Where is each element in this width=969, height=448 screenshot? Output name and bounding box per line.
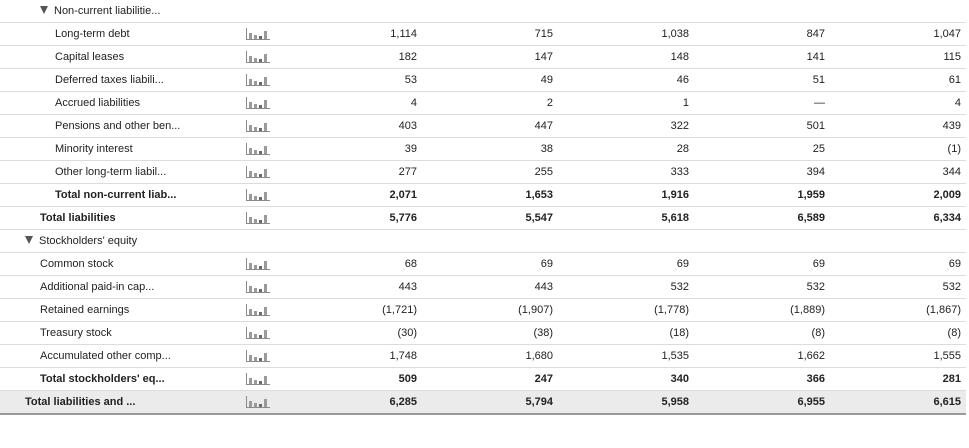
row-label: Total liabilities [40, 212, 116, 224]
mini-bar-chart-icon[interactable] [246, 143, 270, 155]
value-cell: 394 [806, 166, 825, 178]
value-cell: 182 [398, 51, 417, 63]
value-cell: (1,889) [790, 304, 825, 316]
value-cell: 61 [948, 74, 961, 86]
row-label: Accrued liabilities [55, 97, 140, 109]
value-cell: 68 [404, 258, 417, 270]
mini-bar-chart-icon[interactable] [246, 281, 270, 293]
value-cell: 247 [534, 373, 553, 385]
value-cell: (1,778) [654, 304, 689, 316]
mini-bar-chart-icon[interactable] [246, 327, 270, 339]
value-cell: (18) [669, 327, 689, 339]
value-cell: 25 [812, 143, 825, 155]
table-row [0, 115, 966, 138]
value-cell: 69 [540, 258, 553, 270]
value-cell: 5,547 [525, 212, 553, 224]
table-row [0, 23, 966, 46]
mini-bar-chart-icon[interactable] [246, 166, 270, 178]
value-cell: 141 [806, 51, 825, 63]
value-cell: 340 [670, 373, 689, 385]
value-cell: 2 [546, 97, 553, 109]
row-label: Total liabilities and ... [25, 396, 136, 408]
value-cell: 1,653 [525, 189, 553, 201]
value-cell: 49 [540, 74, 553, 86]
value-cell: 344 [942, 166, 961, 178]
value-cell: 28 [676, 143, 689, 155]
mini-bar-chart-icon[interactable] [246, 350, 270, 362]
table-row-total [0, 368, 966, 391]
value-cell: 1 [682, 97, 689, 109]
value-cell: 1,555 [933, 350, 961, 362]
value-cell: 6,285 [389, 396, 417, 408]
row-label: Additional paid-in cap... [40, 281, 155, 293]
mini-bar-chart-icon[interactable] [246, 258, 270, 270]
triangle-down-icon[interactable] [40, 6, 48, 14]
value-cell: 1,114 [390, 28, 417, 40]
value-cell: 255 [534, 166, 553, 178]
table-row [0, 138, 966, 161]
mini-bar-chart-icon[interactable] [246, 74, 270, 86]
value-cell: 281 [942, 373, 961, 385]
row-label: Treasury stock [40, 327, 112, 339]
value-cell: 46 [676, 74, 689, 86]
value-cell: 1,047 [933, 28, 961, 40]
value-cell: 6,955 [797, 396, 825, 408]
value-cell: 403 [398, 120, 417, 132]
row-label: Deferred taxes liabili... [55, 74, 164, 86]
section-header-non-current-liabilities[interactable] [0, 0, 966, 23]
value-cell: 439 [942, 120, 961, 132]
value-cell: 1,748 [389, 350, 417, 362]
value-cell: 38 [540, 143, 553, 155]
mini-bar-chart-icon[interactable] [246, 304, 270, 316]
value-cell: 2,009 [933, 189, 961, 201]
row-label: Pensions and other ben... [55, 120, 181, 132]
value-cell: 69 [812, 258, 825, 270]
value-cell: 1,038 [661, 28, 689, 40]
table-row [0, 69, 966, 92]
value-cell: 4 [954, 97, 961, 109]
value-cell: 333 [670, 166, 689, 178]
row-label: Other long-term liabil... [55, 166, 167, 178]
value-cell: (38) [533, 327, 553, 339]
value-cell: 6,589 [797, 212, 825, 224]
value-cell: 39 [404, 143, 417, 155]
value-cell: 501 [806, 120, 825, 132]
mini-bar-chart-icon[interactable] [246, 212, 270, 224]
triangle-down-icon[interactable] [25, 236, 33, 244]
value-cell: 509 [398, 373, 417, 385]
value-cell: 148 [670, 51, 689, 63]
row-label: Common stock [40, 258, 114, 270]
row-label: Total stockholders' eq... [40, 373, 165, 385]
value-cell: 5,794 [525, 396, 553, 408]
row-label: Capital leases [55, 51, 125, 63]
value-cell: 5,618 [661, 212, 689, 224]
value-cell: 366 [806, 373, 825, 385]
table-row [0, 161, 966, 184]
value-cell: 443 [534, 281, 553, 293]
value-cell: 715 [534, 28, 553, 40]
value-cell: 443 [398, 281, 417, 293]
mini-bar-chart-icon[interactable] [246, 97, 270, 109]
value-cell: 51 [812, 74, 825, 86]
section-header-stockholders-equity[interactable] [0, 230, 966, 253]
table-row [0, 46, 966, 69]
value-cell: 53 [404, 74, 417, 86]
table-row-total [0, 184, 966, 207]
value-cell: (30) [397, 327, 417, 339]
value-cell: (8) [947, 327, 961, 339]
value-cell: 69 [948, 258, 961, 270]
value-cell: — [814, 97, 825, 109]
value-cell: 1,959 [797, 189, 825, 201]
row-label: Long-term debt [55, 28, 130, 40]
value-cell: 1,662 [797, 350, 825, 362]
mini-bar-chart-icon[interactable] [246, 51, 270, 63]
row-label: Minority interest [55, 143, 133, 155]
value-cell: 115 [943, 51, 961, 63]
value-cell: 532 [806, 281, 825, 293]
value-cell: (1) [947, 143, 961, 155]
table-row [0, 276, 966, 299]
value-cell: 6,615 [933, 396, 961, 408]
table-row [0, 92, 966, 115]
table-row [0, 299, 966, 322]
table-row [0, 253, 966, 276]
section-label: Stockholders' equity [39, 235, 138, 247]
mini-bar-chart-icon[interactable] [246, 189, 270, 201]
value-cell: 532 [670, 281, 689, 293]
value-cell: 322 [670, 120, 689, 132]
value-cell: (8) [811, 327, 825, 339]
section-label: Non-current liabilitie... [54, 5, 161, 17]
value-cell: 447 [534, 120, 553, 132]
value-cell: 4 [410, 97, 417, 109]
row-label: Accumulated other comp... [40, 350, 171, 362]
value-cell: (1,867) [926, 304, 961, 316]
value-cell: 147 [534, 51, 553, 63]
value-cell: 1,680 [525, 350, 553, 362]
value-cell: 532 [942, 281, 961, 293]
row-label: Total non-current liab... [55, 189, 177, 201]
table-row-grand-total [0, 391, 966, 415]
value-cell: 6,334 [933, 212, 961, 224]
mini-bar-chart-icon[interactable] [246, 396, 270, 408]
value-cell: 1,916 [661, 189, 689, 201]
value-cell: (1,907) [518, 304, 553, 316]
table-row [0, 322, 966, 345]
value-cell: 5,776 [389, 212, 417, 224]
table-row-total [0, 207, 966, 230]
value-cell: 277 [398, 166, 417, 178]
mini-bar-chart-icon[interactable] [246, 28, 270, 40]
value-cell: 69 [676, 258, 689, 270]
row-label: Retained earnings [40, 304, 130, 316]
mini-bar-chart-icon[interactable] [246, 373, 270, 385]
value-cell: 847 [806, 28, 825, 40]
value-cell: 2,071 [389, 189, 417, 201]
value-cell: (1,721) [382, 304, 417, 316]
value-cell: 1,535 [661, 350, 689, 362]
mini-bar-chart-icon[interactable] [246, 120, 270, 132]
value-cell: 5,958 [661, 396, 689, 408]
table-row [0, 345, 966, 368]
